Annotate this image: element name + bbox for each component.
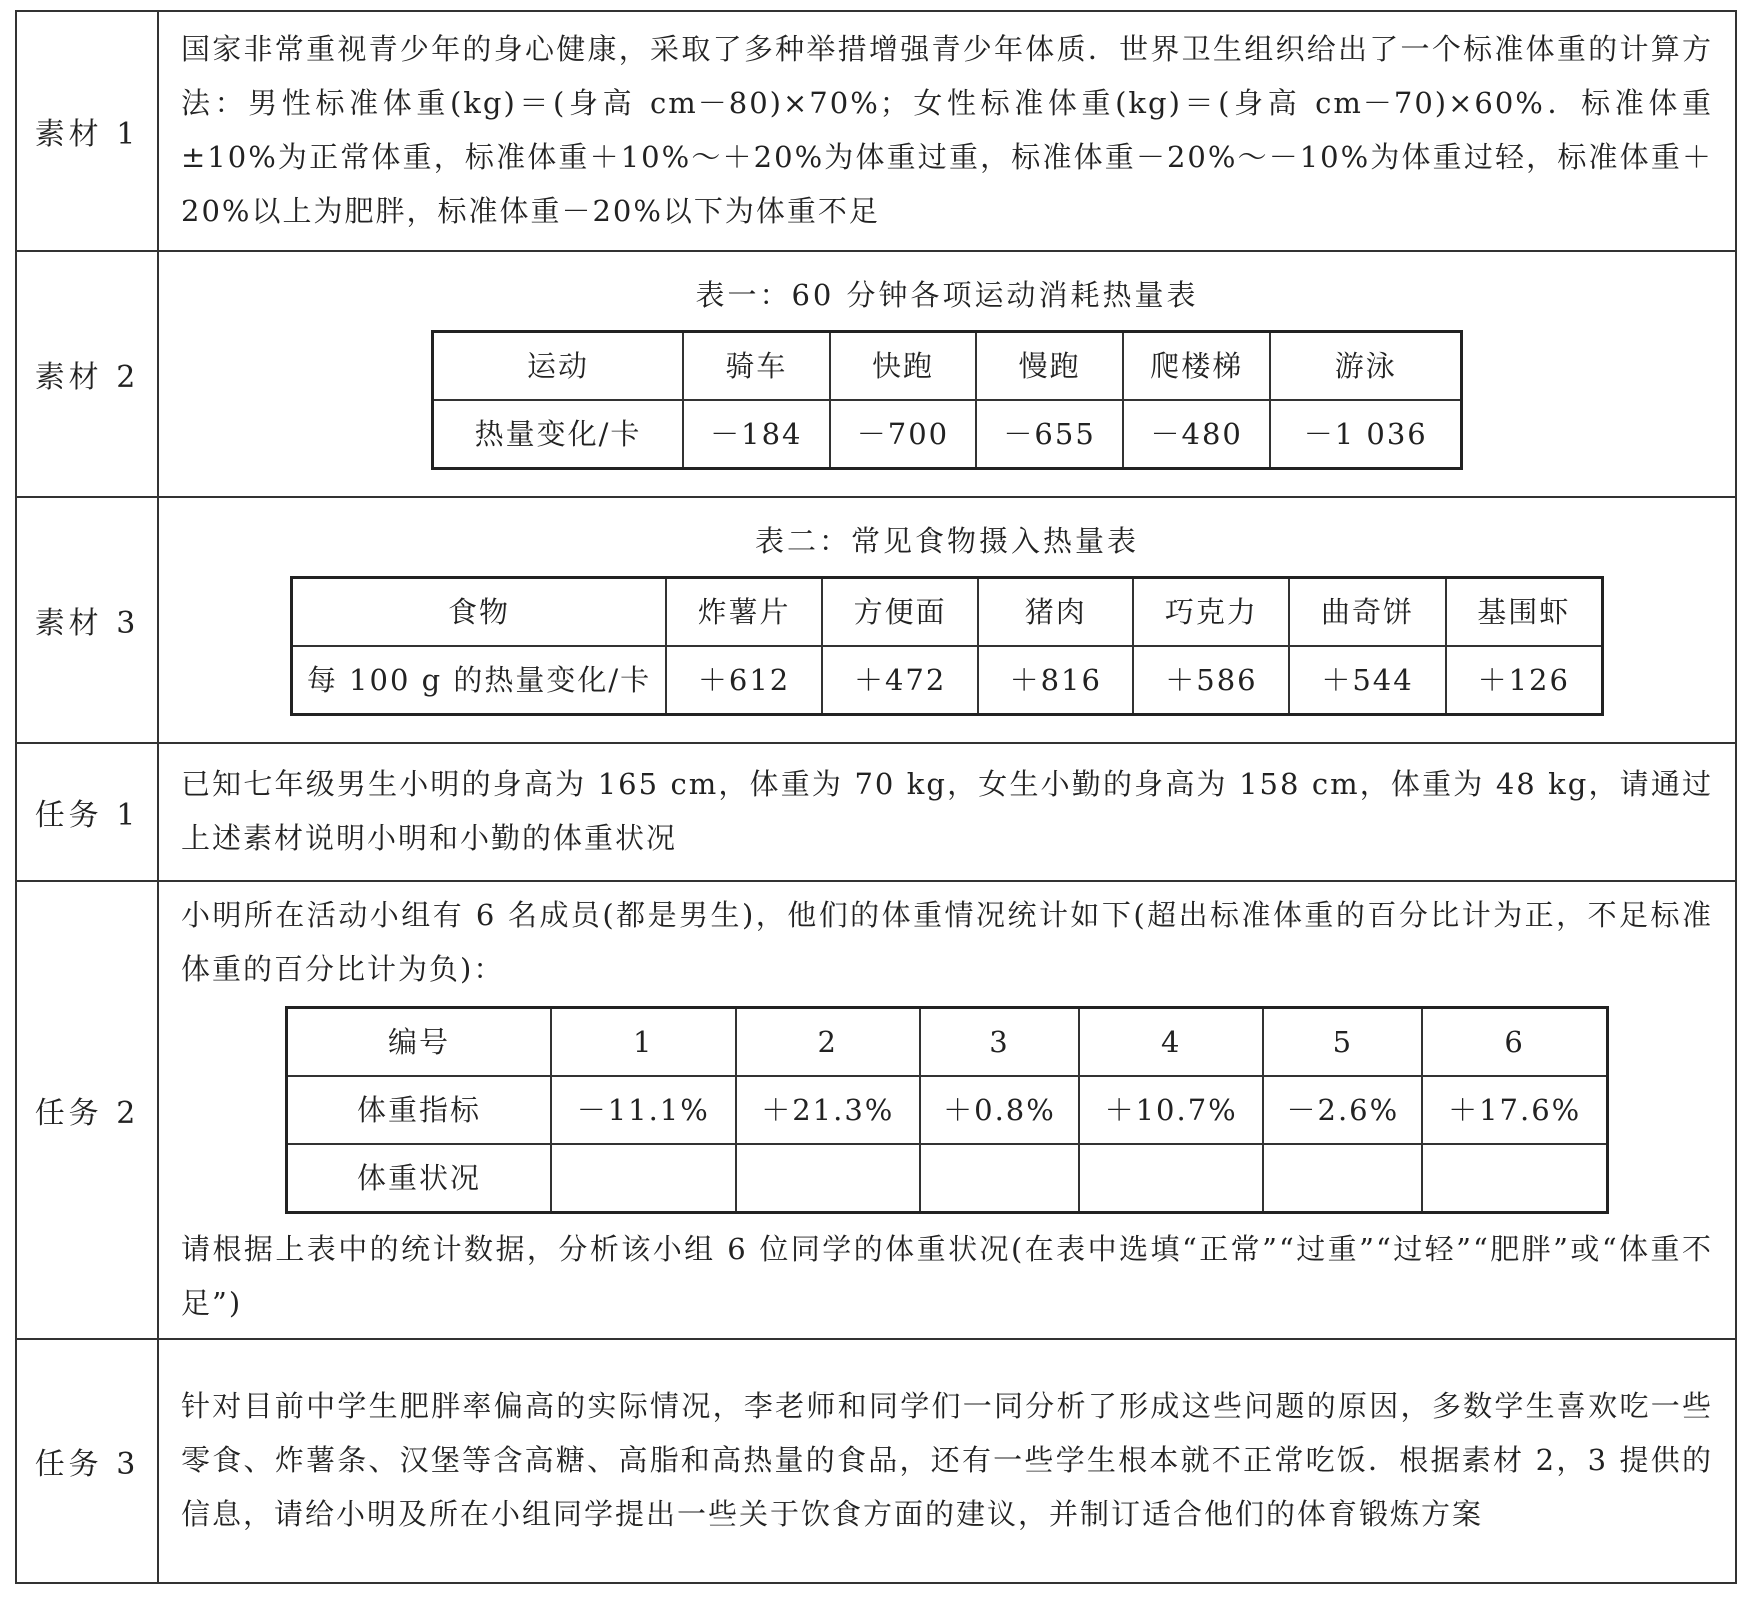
table2-header-cell: 巧克力 xyxy=(1133,578,1289,647)
blank-answer-cell[interactable] xyxy=(551,1144,736,1213)
row-label: 素材 1 xyxy=(16,11,158,251)
table2-cell: ＋612 xyxy=(666,646,822,715)
group-weight-table xyxy=(285,1006,1609,1214)
table3-cell: ＋0.8% xyxy=(920,1076,1079,1144)
table1-cell: －480 xyxy=(1123,400,1271,469)
table2-caption: 表二：常见食物摄入热量表 xyxy=(754,524,1139,558)
table3-cell: ＋10.7% xyxy=(1079,1076,1264,1144)
table2-cell: ＋126 xyxy=(1446,646,1603,715)
table3-header-cell: 3 xyxy=(920,1008,1079,1077)
table3-header-cell: 5 xyxy=(1263,1008,1422,1077)
table1-data-row xyxy=(433,400,1462,469)
table3-header-cell: 6 xyxy=(1422,1008,1607,1077)
table1-header-cell: 游泳 xyxy=(1270,332,1461,401)
table3-header-cell: 4 xyxy=(1079,1008,1264,1077)
row-label: 素材 3 xyxy=(16,497,158,743)
table2-header-cell: 食物 xyxy=(292,578,667,647)
table1-header-row xyxy=(433,332,1462,401)
blank-answer-cell[interactable] xyxy=(736,1144,921,1213)
row-label: 任务 2 xyxy=(16,881,158,1339)
table1-cell: －655 xyxy=(976,400,1123,469)
table2-header-row xyxy=(292,578,1603,647)
table2-data-row xyxy=(292,646,1603,715)
table1-cell: －184 xyxy=(683,400,830,469)
table3-cell: －2.6% xyxy=(1263,1076,1422,1144)
table3-cell: 体重状况 xyxy=(287,1144,552,1213)
table2-header-cell: 猪肉 xyxy=(978,578,1133,647)
table2-header-cell: 曲奇饼 xyxy=(1289,578,1445,647)
blank-answer-cell[interactable] xyxy=(1422,1144,1607,1213)
material-2-row xyxy=(16,251,1736,497)
task-2-intro: 小明所在活动小组有 6 名成员(都是男生)，他们的体重情况统计如下(超出标准体重的百分比计为正，不足标准体重的百分比计为负)： xyxy=(181,898,1713,986)
table3-header-row xyxy=(287,1008,1608,1077)
table3-cell: ＋17.6% xyxy=(1422,1076,1607,1144)
task-2-row xyxy=(16,881,1736,1339)
blank-answer-cell[interactable] xyxy=(1079,1144,1264,1213)
material-2-content xyxy=(158,251,1736,497)
row-label: 素材 2 xyxy=(16,251,158,497)
table2-cell: 每 100 g 的热量变化/卡 xyxy=(292,646,667,715)
table2-cell: ＋544 xyxy=(1289,646,1445,715)
material-1-row xyxy=(16,11,1736,251)
row-label: 任务 3 xyxy=(16,1339,158,1583)
table1-header-cell: 爬楼梯 xyxy=(1123,332,1271,401)
table3-cell: ＋21.3% xyxy=(736,1076,921,1144)
table1-header-cell: 快跑 xyxy=(830,332,977,401)
task-3-text: 针对目前中学生肥胖率偏高的实际情况，李老师和同学们一同分析了形成这些问题的原因，多数学生喜欢吃一些零食、炸薯条、汉堡等含高糖、高脂和高热量的食品，还有一些学生根本就不正常吃饭．根据素材 2，3 提供的信息，请给小明及所在小组同学提出一些关于饮食方面的建议，并制订适合他们的体育锻炼方案 xyxy=(158,1339,1736,1583)
table1-header-cell: 慢跑 xyxy=(976,332,1123,401)
row-label: 任务 1 xyxy=(16,743,158,881)
task-2-outro: 请根据上表中的统计数据，分析该小组 6 位同学的体重状况(在表中选填“正常”“过重”“过轻”“肥胖”或“体重不足”) xyxy=(181,1232,1713,1320)
table2-cell: ＋816 xyxy=(978,646,1133,715)
table2-cell: ＋472 xyxy=(822,646,978,715)
table1-cell: 热量变化/卡 xyxy=(433,400,684,469)
material-1-text: 国家非常重视青少年的身心健康，采取了多种举措增强青少年体质．世界卫生组织给出了一个标准体重的计算方法：男性标准体重(kg)＝(身高 cm－80)×70%；女性标准体重(kg)＝(身高 cm－70)×60%．标准体重±10%为正常体重，标准体重＋10%～＋20%为体重过重，标准体重－20%～－10%为体重过轻，标准体重＋20%以上为肥胖，标准体重－20%以下为体重不足 xyxy=(158,11,1736,251)
table3-index-row xyxy=(287,1076,1608,1144)
task-3-row xyxy=(16,1339,1736,1583)
exercise-calorie-table xyxy=(431,330,1463,470)
table3-status-row xyxy=(287,1144,1608,1213)
material-3-row xyxy=(16,497,1736,743)
table2-header-cell: 炸薯片 xyxy=(666,578,822,647)
table3-header-cell: 1 xyxy=(551,1008,736,1077)
material-3-content xyxy=(158,497,1736,743)
table3-cell: －11.1% xyxy=(551,1076,736,1144)
table1-header-cell: 骑车 xyxy=(683,332,830,401)
table2-cell: ＋586 xyxy=(1133,646,1289,715)
task-2-content xyxy=(158,881,1736,1339)
blank-answer-cell[interactable] xyxy=(1263,1144,1422,1213)
food-calorie-table xyxy=(290,576,1604,716)
table3-header-cell: 编号 xyxy=(287,1008,552,1077)
table1-caption: 表一：60 分钟各项运动消耗热量表 xyxy=(695,278,1199,312)
table1-header-cell: 运动 xyxy=(433,332,684,401)
table3-cell: 体重指标 xyxy=(287,1076,552,1144)
worksheet-table xyxy=(15,10,1737,1584)
task-1-text: 已知七年级男生小明的身高为 165 cm，体重为 70 kg，女生小勤的身高为 158 cm，体重为 48 kg，请通过上述素材说明小明和小勤的体重状况 xyxy=(158,743,1736,881)
table2-header-cell: 方便面 xyxy=(822,578,978,647)
task-1-row xyxy=(16,743,1736,881)
table2-header-cell: 基围虾 xyxy=(1446,578,1603,647)
table1-cell: －1 036 xyxy=(1270,400,1461,469)
table1-cell: －700 xyxy=(830,400,977,469)
blank-answer-cell[interactable] xyxy=(920,1144,1079,1213)
table3-header-cell: 2 xyxy=(736,1008,921,1077)
